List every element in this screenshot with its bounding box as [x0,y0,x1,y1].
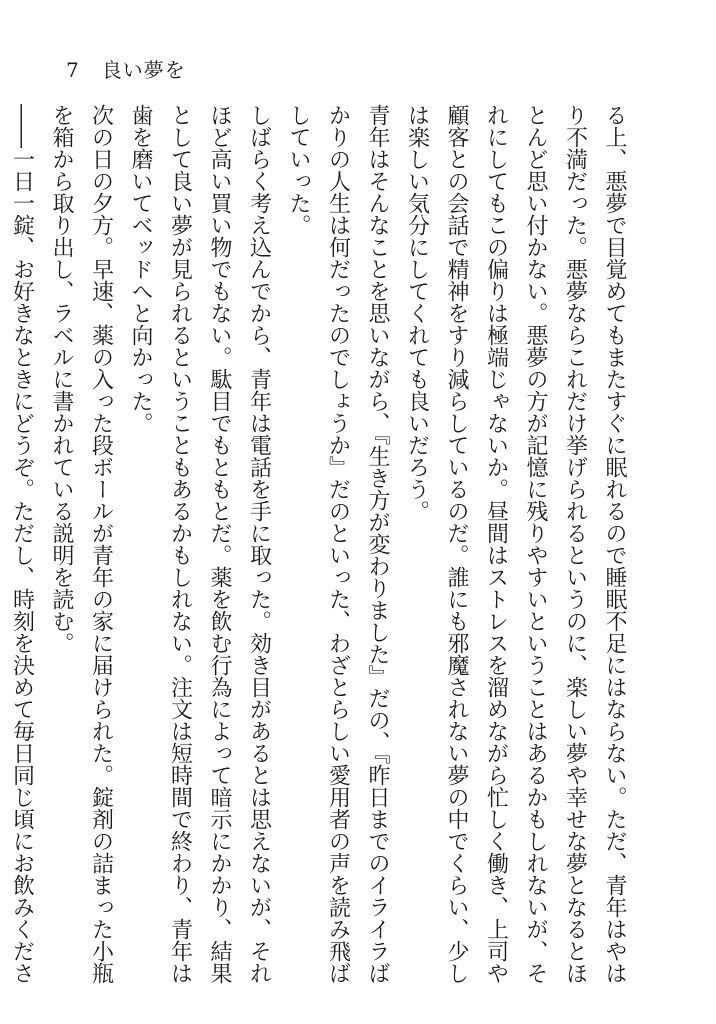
chapter-number: 7 [66,58,80,82]
paragraph: しばらく考え込んでから、青年は電話を手に取った。効き目があるとは思えないが、それほど高い買い物でもない。駄目でもともとだ。薬を飲む行為によって暗示にかかり、結果として良い夢が見られるということもあるかもしれない。注文は短時間で終わり、青年は歯を磨いてベッドへと向かった。 [128,104,272,984]
paragraph: ――一日一錠、お好きなときにどうぞ。ただし、時刻を決めて毎日同じ頃にお飲みくださ [9,104,35,984]
paragraph: る上、悪夢で目覚めてもまたすぐに眠れるので睡眠不足にはならない。ただ、青年はやはり不満だった。悪夢ならこれだけ挙げられるというのに、楽しい夢や幸せな夢となるとほとんど思い付かない。悪夢の方が記憶に残りやすいということはあるかもしれないが、それにしてもこの偏りは極端じゃないか。昼間はストレスを溜めながら忙しく働き、上司や顧客との会話で精神をすり減らしているのだ。誰にも邪魔されない夢の中でくらい、少しは楽しい気分にしてくれても良いだろう。 [404,104,627,984]
chapter-title: 良い夢を [101,58,186,82]
paragraph: 次の日の夕方。早速、薬の入った段ボールが青年の家に届けられた。錠剤の詰まった小瓶を箱から取り出し、ラベルに書かれている説明を読む。 [49,104,114,984]
running-head [66,56,186,84]
vertical-body-text [9,104,634,984]
paragraph: 青年はそんなことを思いながら、『生き方が変わりました』だの、『昨日までのイライラばかりの人生は何だったのでしょうか』だのといった、わざとらしい愛用者の声を読み飛ばしていった。 [286,104,390,984]
